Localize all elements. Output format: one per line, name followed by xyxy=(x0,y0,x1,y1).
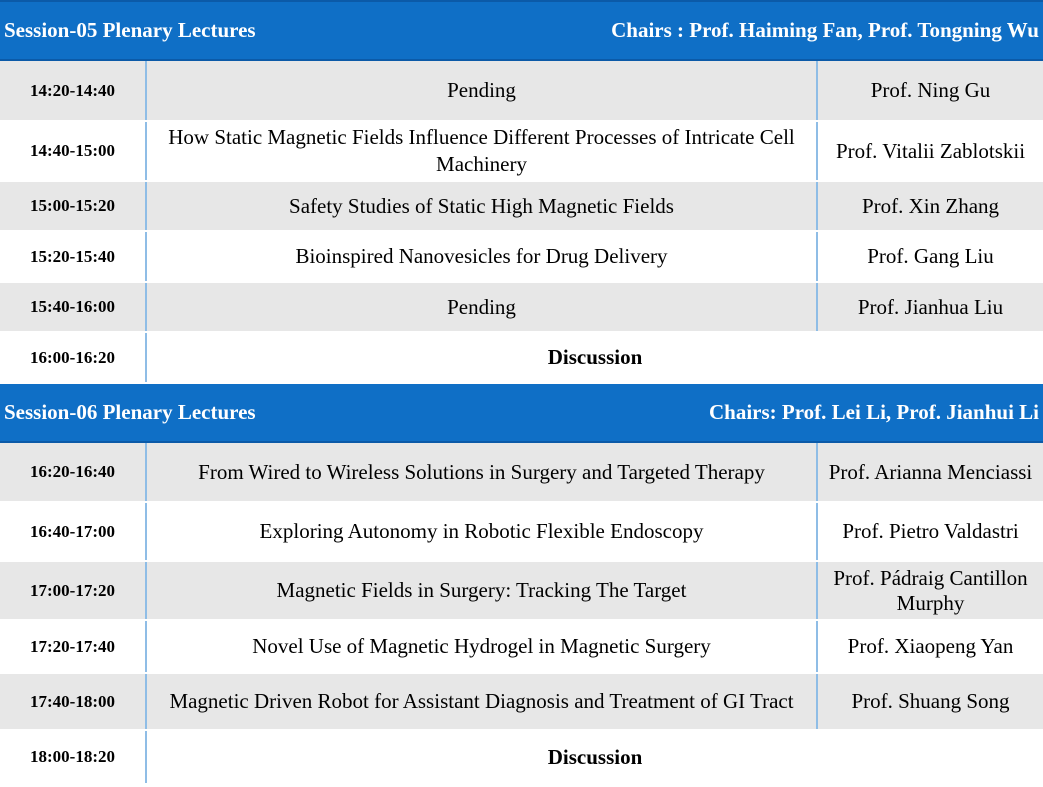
time-slot: 17:20-17:40 xyxy=(0,620,146,673)
discussion-row xyxy=(0,730,1043,784)
session-header xyxy=(0,383,1043,442)
speaker-name: Prof. Pietro Valdastri xyxy=(817,502,1043,561)
discussion-label: Discussion xyxy=(146,730,1043,784)
talk-title: Magnetic Driven Robot for Assistant Diagnosis and Treatment of GI Tract xyxy=(146,673,817,730)
time-slot: 16:20-16:40 xyxy=(0,442,146,502)
speaker-name: Prof. Shuang Song xyxy=(817,673,1043,730)
table-row xyxy=(0,502,1043,561)
time-slot: 18:00-18:20 xyxy=(0,730,146,784)
talk-title: Pending xyxy=(146,60,817,121)
speaker-name: Prof. Jianhua Liu xyxy=(817,282,1043,332)
session-chairs: Chairs: Prof. Lei Li, Prof. Jianhui Li xyxy=(709,400,1039,424)
table-row xyxy=(0,181,1043,231)
speaker-name: Prof. Gang Liu xyxy=(817,231,1043,282)
speaker-name: Prof. Xin Zhang xyxy=(817,181,1043,231)
session-chairs: Chairs : Prof. Haiming Fan, Prof. Tongning Wu xyxy=(611,18,1039,42)
time-slot: 15:20-15:40 xyxy=(0,231,146,282)
talk-title: From Wired to Wireless Solutions in Surgery and Targeted Therapy xyxy=(146,442,817,502)
time-slot: 15:40-16:00 xyxy=(0,282,146,332)
speaker-name: Prof. Xiaopeng Yan xyxy=(817,620,1043,673)
time-slot: 15:00-15:20 xyxy=(0,181,146,231)
time-slot: 17:00-17:20 xyxy=(0,561,146,620)
session-header xyxy=(0,1,1043,60)
time-slot: 14:40-15:00 xyxy=(0,121,146,181)
speaker-name: Prof. Pádraig Cantillon Murphy xyxy=(817,561,1043,620)
table-row xyxy=(0,620,1043,673)
session-title: Session-06 Plenary Lectures xyxy=(4,400,256,424)
table-row xyxy=(0,60,1043,121)
time-slot: 17:40-18:00 xyxy=(0,673,146,730)
talk-title: Magnetic Fields in Surgery: Tracking The Target xyxy=(146,561,817,620)
talk-title: Bioinspired Nanovesicles for Drug Delivery xyxy=(146,231,817,282)
discussion-label: Discussion xyxy=(146,332,1043,383)
speaker-name: Prof. Ning Gu xyxy=(817,60,1043,121)
discussion-row xyxy=(0,332,1043,383)
table-row xyxy=(0,673,1043,730)
time-slot: 16:40-17:00 xyxy=(0,502,146,561)
talk-title: Novel Use of Magnetic Hydrogel in Magnetic Surgery xyxy=(146,620,817,673)
time-slot: 16:00-16:20 xyxy=(0,332,146,383)
talk-title: Pending xyxy=(146,282,817,332)
talk-title: Safety Studies of Static High Magnetic Fields xyxy=(146,181,817,231)
time-slot: 14:20-14:40 xyxy=(0,60,146,121)
talk-title: Exploring Autonomy in Robotic Flexible Endoscopy xyxy=(146,502,817,561)
talk-title: How Static Magnetic Fields Influence Different Processes of Intricate Cell Machinery xyxy=(146,121,817,181)
table-row xyxy=(0,442,1043,502)
speaker-name: Prof. Arianna Menciassi xyxy=(817,442,1043,502)
table-row xyxy=(0,282,1043,332)
table-row xyxy=(0,121,1043,181)
speaker-name: Prof. Vitalii Zablotskii xyxy=(817,121,1043,181)
table-row xyxy=(0,231,1043,282)
table-row xyxy=(0,561,1043,620)
session-title: Session-05 Plenary Lectures xyxy=(4,18,256,42)
